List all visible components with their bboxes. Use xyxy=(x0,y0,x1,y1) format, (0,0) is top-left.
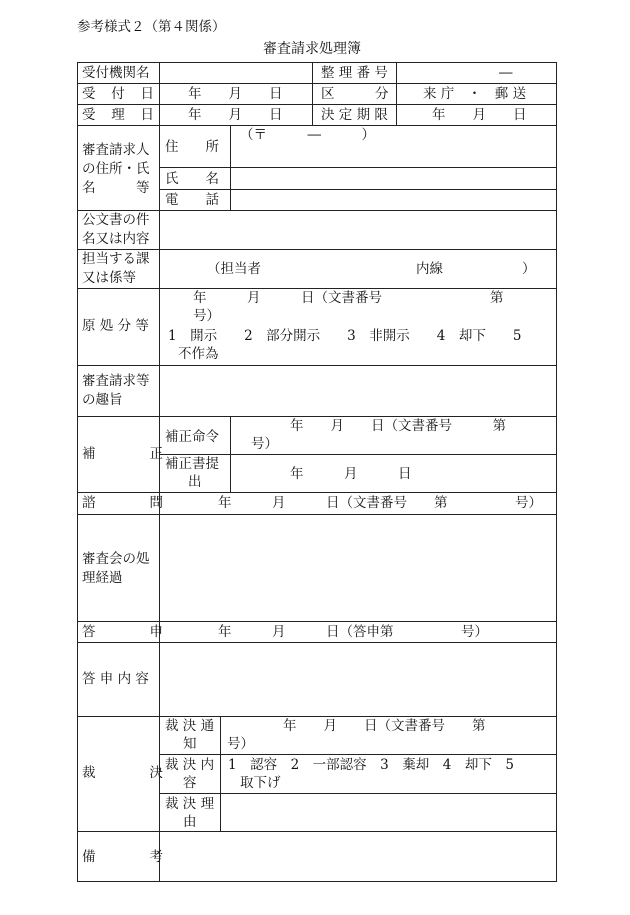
decision-notice-date: 年 月 日（文書番号 第 xyxy=(283,718,486,734)
original-options: 1 開示 2 部分開示 3 非開示 4 却下 5 xyxy=(168,328,522,344)
decision-notice-number-close: 号） xyxy=(227,736,254,752)
decision-content-withdrawal: 取下げ xyxy=(240,775,281,791)
reference-number-value: ― xyxy=(499,65,513,81)
correction-order-date: 年 月 日（文書番号 第 xyxy=(290,418,506,434)
correction-order-number-close: 号） xyxy=(251,436,278,452)
label-correction-submit-line2: 出 xyxy=(188,474,202,490)
label-report-content: 答 申 内 容 xyxy=(82,671,149,687)
original-number-close: 号） xyxy=(193,308,220,324)
acceptance-date-value: 年 月 日 xyxy=(188,107,283,123)
inquiry-value: 年 月 日（文書番号 第 号） xyxy=(218,495,542,511)
report-value: 年 月 日（答申第 号） xyxy=(218,624,488,640)
decision-content-options: 1 認容 2 一部認容 3 棄却 4 却下 5 xyxy=(228,757,514,773)
label-decision-deadline: 決 定 期 限 xyxy=(321,107,388,123)
label-receiving-agency: 受付機関名 xyxy=(82,65,150,81)
category-value: 来 庁 ・ 郵 送 xyxy=(423,86,527,102)
label-section-line1: 担当する課 xyxy=(82,251,150,267)
decision-deadline-value: 年 月 日 xyxy=(432,107,527,123)
correction-submit-date: 年 月 日 xyxy=(290,466,412,482)
label-original-disposition: 原 処 分 等 xyxy=(82,318,149,334)
label-decision-reason-line2: 由 xyxy=(183,814,197,830)
contact-close: ） xyxy=(522,261,536,277)
label-inquiry: 諮 問 xyxy=(82,495,163,511)
label-requester-line2: の住所・氏 xyxy=(82,161,150,177)
label-correction-order: 補正命令 xyxy=(165,429,219,445)
label-section-line2: 又は係等 xyxy=(82,270,136,286)
contact-person: （担当者 xyxy=(207,261,261,277)
label-decision-notice-line1: 裁 決 通 xyxy=(165,718,215,734)
label-reference-number: 整 理 番 号 xyxy=(321,65,388,81)
original-date-line: 年 月 日（文書番号 第 xyxy=(193,290,504,306)
label-document-line1: 公文書の件 xyxy=(82,212,150,228)
label-requester-line3: 名 等 xyxy=(82,180,150,196)
label-purpose-line1: 審査請求等 xyxy=(82,373,150,389)
label-council-line2: 理経過 xyxy=(82,570,123,586)
label-receipt-date: 受 付 日 xyxy=(82,86,154,102)
original-option-inaction: 不作為 xyxy=(178,346,219,362)
label-council-line1: 審査会の処 xyxy=(82,551,150,567)
label-remarks: 備 考 xyxy=(82,849,163,865)
label-category: 区 分 xyxy=(321,86,389,102)
label-decision-notice-line2: 知 xyxy=(183,736,197,752)
label-address: 住 所 xyxy=(165,139,219,155)
postal-code-field: （〒 ― ） xyxy=(240,127,375,143)
label-correction-submit-line1: 補正書提 xyxy=(165,456,219,472)
label-name: 氏 名 xyxy=(165,171,219,187)
form-reference-header: 参考様式２（第４関係） xyxy=(77,19,226,35)
label-document-line2: 名又は内容 xyxy=(82,231,150,247)
extension: 内線 xyxy=(416,261,443,277)
page-title: 審査請求処理簿 xyxy=(263,41,361,57)
label-correction: 補 正 xyxy=(82,446,163,462)
label-decision-content-line2: 容 xyxy=(183,775,197,791)
label-purpose-line2: の趣旨 xyxy=(82,392,123,408)
label-decision-reason-line1: 裁 決 理 xyxy=(165,796,215,812)
label-phone: 電 話 xyxy=(165,192,219,208)
receipt-date-value: 年 月 日 xyxy=(188,86,283,102)
label-requester-line1: 審査請求人 xyxy=(82,142,150,158)
label-report: 答 申 xyxy=(82,624,163,640)
label-acceptance-date: 受 理 日 xyxy=(82,107,154,123)
label-decision: 裁 決 xyxy=(82,765,163,781)
label-decision-content-line1: 裁 決 内 xyxy=(165,757,215,773)
